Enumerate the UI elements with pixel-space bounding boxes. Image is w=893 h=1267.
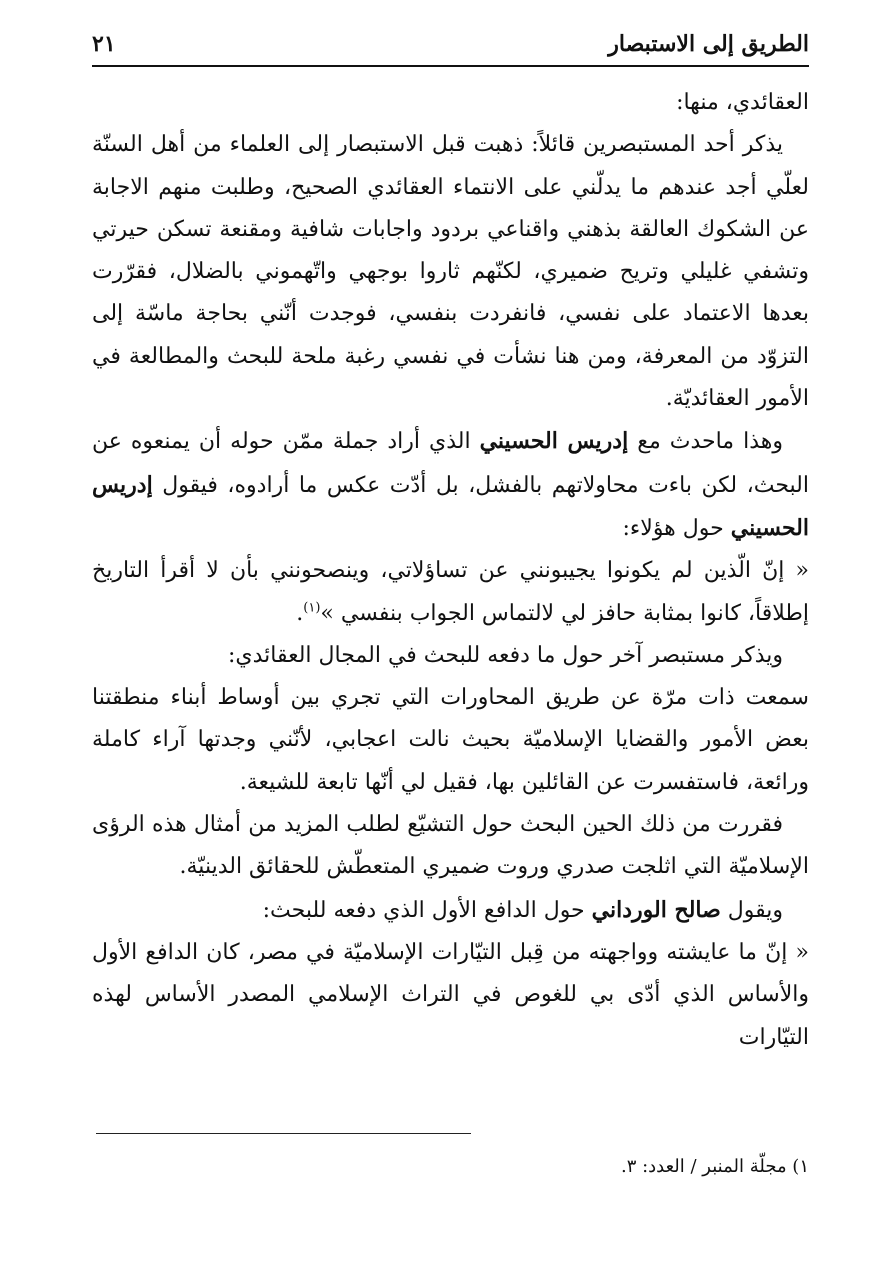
paragraph-idris [92, 420, 809, 550]
paragraph-text: حول الدافع الأول الذي دفعه للبحث: [262, 897, 592, 923]
paragraph-text: فقررت من ذلك الحين البحث حول التشيّع لطلب المزيد من أمثال هذه الرؤى الإسلاميّة التي اثلجت صدري وروت ضميري المتعطّش للحقائق الدينيّة. [92, 812, 809, 880]
person-name: صالح الورداني [591, 896, 721, 923]
body-text [92, 82, 809, 1059]
paragraph-another [92, 635, 809, 677]
paragraph-quote-1 [92, 124, 809, 420]
paragraph-heard [92, 677, 809, 804]
paragraph-text: حول هؤلاء: [622, 515, 731, 541]
person-name: إدريس الحسيني [479, 428, 629, 455]
paragraph-text: سمعت ذات مرّة عن طريق المحاورات التي تجري بين أوساط أبناء منطقتنا بعض الأمور والقضايا الإسلاميّة بحيث نالت اعجابي، لأنّني وجدتها آراء كاملة ورائعة، فاستفسرت عن القائلين بها، فقيل لي أنّها تابعة للشيعة. [92, 685, 809, 795]
header-rule [92, 65, 809, 67]
paragraph-text: « إنّ الّذين لم يكونوا يجيبونني عن تساؤلاتي، وينصحونني بأن لا أقرأ التاريخ إطلاقاً، كانوا بمثابة حافز لي لالتماس الجواب بنفسي » [92, 558, 809, 626]
paragraph-text: الذي أراد جملة ممّن حوله أن يمنعوه عن البحث، لكن باءت محاولاتهم بالفشل، بل أدّت عكس ما أرادوه، فيقول [92, 429, 809, 498]
page-number: ٢١ [92, 31, 116, 57]
paragraph-wardani [92, 889, 809, 932]
paragraph-decided [92, 804, 809, 889]
footnote [92, 1152, 809, 1182]
page-header [92, 24, 809, 64]
paragraph-text: وهذا ماحدث مع [628, 429, 783, 455]
footnote-ref: (١) [303, 600, 321, 616]
paragraph-text: ويذكر مستبصر آخر حول ما دفعه للبحث في المجال العقائدي: [227, 642, 783, 668]
paragraph-text: العقائدي، منها: [676, 90, 809, 115]
running-title: الطريق إلى الاستبصار [608, 31, 809, 57]
paragraph-text: « إنّ ما عايشته وواجهته من قِبل التيّارات الإسلاميّة في مصر، كان الدافع الأول والأساس الذي أدّى بي للغوص في التراث الإسلامي المصدر الأساس لهذه التيّارات [92, 939, 809, 1050]
paragraph-intro [92, 82, 809, 124]
person-name: إدريس الحسيني [92, 471, 809, 541]
paragraph-text: ويقول [720, 897, 783, 923]
paragraph-quote-3 [92, 932, 809, 1059]
paragraph-quote-2: « إنّ الّذين لم يكونوا يجيبونني عن تساؤلاتي، وينصحونني بأن لا أقرأ التاريخ إطلاقاً، كانوا بمثابة حافز لي لالتماس الجواب بنفسي »$^{(١)}$. [92, 558, 809, 626]
footnote-text: ١) مجلّة المنبر / العدد: ٣. [620, 1156, 809, 1177]
paragraph-text: يذكر أحد المستبصرين قائلاً: ذهبت قبل الاستبصار إلى العلماء من أهل السنّة لعلّي أجد عندهم ما يدلّني على الانتماء العقائدي الصحيح، وطلبت منهم الاجابة عن الشكوك العالقة بذهني واقناعي بردود واجابات شافية ومقنعة تسكن حيرتي وتشفي غليلي وتريح ضميري، لكنّهم ثاروا بوجهي واتّهموني بالضلال، فقرّرت بعدها الاعتماد على نفسي، فانفردت بنفسي، فوجدت أنّني بحاجة ماسّة إلى التزوّد من المعرفة، ومن هنا نشأت في نفسي رغبة ملحة للبحث والمطالعة في الأمور العقائديّة. [92, 132, 809, 412]
footnote-rule [96, 1133, 471, 1134]
